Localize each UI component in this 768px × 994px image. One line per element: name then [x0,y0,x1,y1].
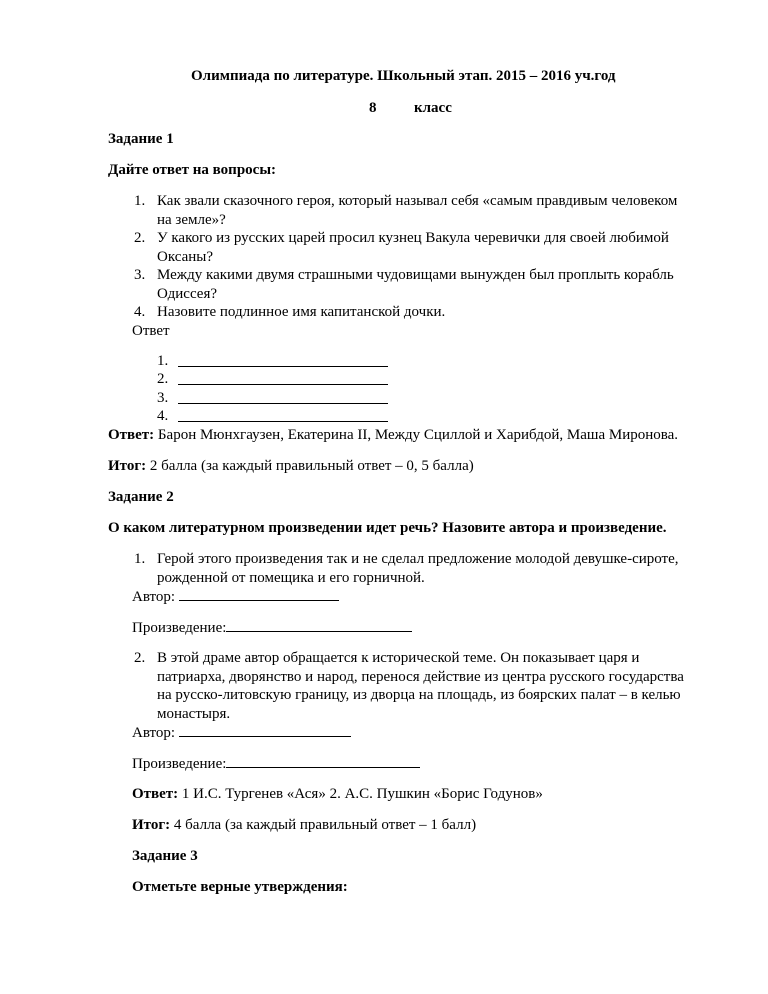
author-blank-line[interactable] [179,723,351,737]
answer-key-label: Ответ: [108,427,155,443]
work-blank-line[interactable] [226,618,412,632]
work-field [132,618,412,638]
grade-number: 8 [369,100,377,116]
task1-heading: Задание 1 [108,131,174,147]
grade-word: класс [414,100,452,116]
work-label: Произведение: [132,620,227,636]
question-text-cont: Одиссея? [157,286,218,302]
document-title: Олимпиада по литературе. Школьный этап. 2015 – 2016 уч.год [191,68,616,84]
blank-number: 2. [157,371,169,387]
question-text-cont: на земле»? [157,212,226,228]
work-label: Произведение: [132,756,227,772]
author-label: Автор: [132,725,179,741]
task1-answer-key [108,426,678,445]
blank-number: 1. [157,353,169,369]
blank-number: 3. [157,390,169,406]
question-number: 2. [134,230,146,246]
item-number: 2. [134,650,146,666]
score-text: 4 балла (за каждый правильный ответ – 1 балл) [170,817,477,833]
question-text: У какого из русских царей просил кузнец Вакула черевички для своей любимой [157,230,669,246]
item-text: В этой драме автор обращается к исторической теме. Он показывает царя и [157,650,640,666]
item-number: 1. [134,551,146,567]
answer-blank-line[interactable] [178,389,388,404]
task2-prompt: О каком литературном произведении идет речь? Назовите автора и произведение. [108,520,667,536]
task2-score [132,816,476,835]
question-number: 3. [134,267,146,283]
question-number: 1. [134,193,146,209]
author-field [132,587,339,607]
task2-answer-key [132,785,543,804]
answer-blank-line[interactable] [178,352,388,367]
task2-heading: Задание 2 [108,489,174,505]
score-label: Итог: [108,458,147,474]
answer-key-text: Барон Мюнхгаузен, Екатерина II, Между Сциллой и Харибдой, Маша Миронова. [154,427,679,443]
question-text: Как звали сказочного героя, который называл себя «самым правдивым человеком [157,193,678,209]
task1-score [108,457,474,476]
answer-key-label: Ответ: [132,786,179,802]
task1-prompt: Дайте ответ на вопросы: [108,162,277,178]
score-text: 2 балла (за каждый правильный ответ – 0, 5 балла) [146,458,474,474]
task3-heading: Задание 3 [132,848,198,864]
blank-number: 4. [157,408,169,424]
question-text-cont: Оксаны? [157,249,214,265]
answer-blank-line[interactable] [178,370,388,385]
answer-label: Ответ [132,323,170,339]
work-field [132,754,420,774]
task3-prompt: Отметьте верные утверждения: [132,879,348,895]
item-text: рожденной от помещика и его горничной. [157,570,425,586]
answer-blank-line[interactable] [178,407,388,422]
author-blank-line[interactable] [179,587,339,601]
answer-key-text: 1 И.С. Тургенев «Ася» 2. А.С. Пушкин «Борис Годунов» [178,786,543,802]
question-text: Назовите подлинное имя капитанской дочки. [157,304,446,320]
work-blank-line[interactable] [226,754,420,768]
score-label: Итог: [132,817,171,833]
item-text: на русско-литовскую границу, из дворца на площадь, из боярских палат – в келью [157,687,681,703]
author-field [132,723,351,743]
item-text: Герой этого произведения так и не сделал предложение молодой девушке-сироте, [157,551,679,567]
question-number: 4. [134,304,146,320]
question-text: Между какими двумя страшными чудовищами вынужден был проплыть корабль [157,267,674,283]
item-text: монастыря. [157,706,231,722]
item-text: патриарха, дворянство и народ, перенося действие из центра русского государства [157,669,684,685]
author-label: Автор: [132,589,179,605]
